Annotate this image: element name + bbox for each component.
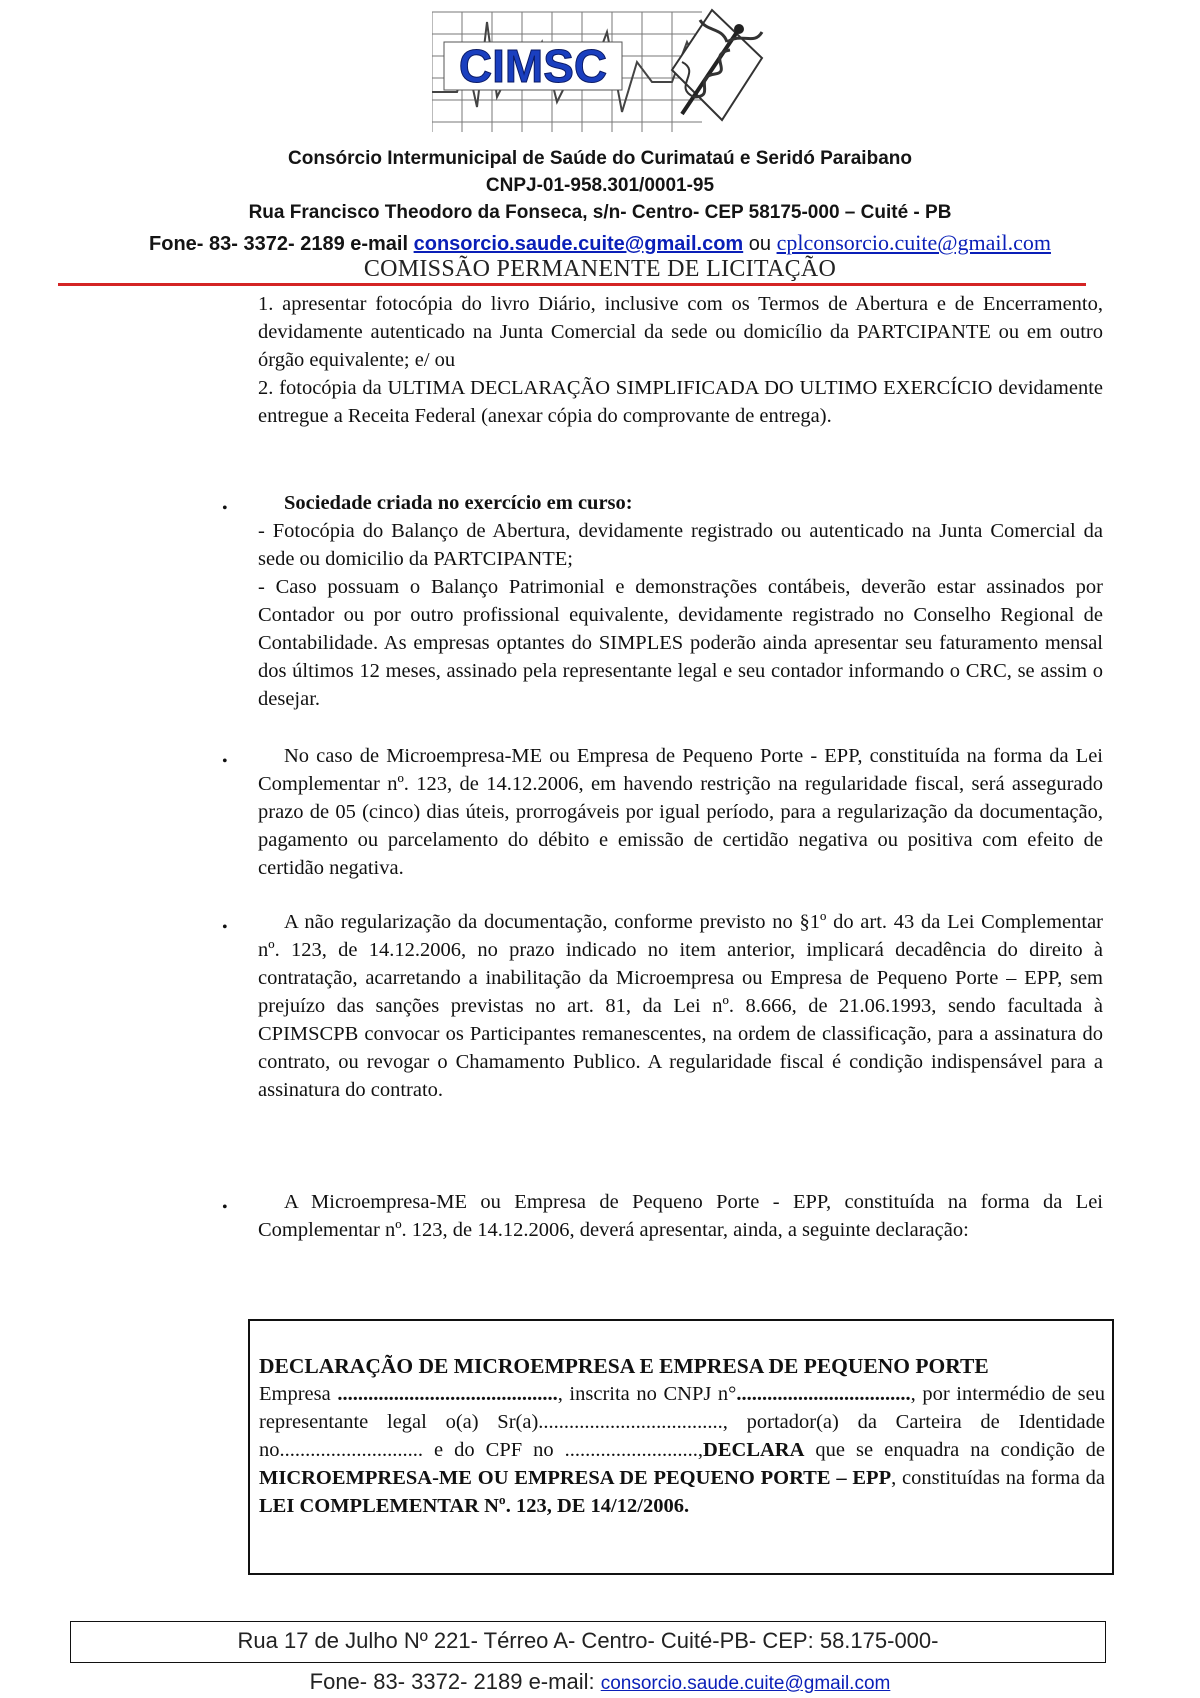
org-name: Consórcio Intermunicipal de Saúde do Curimataú e Seridó Paraibano	[288, 148, 912, 169]
footer-contact	[0, 1669, 1200, 1695]
header-address: Rua Francisco Theodoro da Fonseca, s/n- Centro- CEP 58175-000 – Cuité - PB	[248, 202, 952, 223]
phone-label: Fone- 83- 3372- 2189 e-mail	[149, 233, 414, 255]
declaration-text	[259, 1352, 1105, 1520]
declaration-enquadra: que se enquadra na condição de	[804, 1439, 1105, 1461]
commission-title: COMISSÃO PERMANENTE DE LICITAÇÃO	[363, 256, 837, 282]
nao-regularizacao-paragraph: A não regularização da documentação, conforme previsto no §1º do art. 43 da Lei Complementar nº. 123, de 14.12.2006, no prazo indicado no item anterior, implicará decadência do direito à contratação, acarretando a inabilitação da Microempresa ou Empresa de Pequeno Porte – EPP, sem prejuízo das sanções previstas no art. 81, da Lei nº. 8.666, de 21.06.1993, sendo facultada à CPIMSCPB convocar os Participantes remanescentes, na ordem de classificação, para a assinatura do contrato, ou revogar o Chamamento Publico. A regularidade fiscal é condição indispensável para a assinatura do contrato.	[258, 911, 1103, 1101]
footer-phone: Fone- 83- 3372- 2189 e-mail:	[309, 1669, 601, 1694]
or-word: ou	[743, 233, 777, 255]
bullet-icon: •	[222, 753, 228, 770]
microempresa-paragraph: No caso de Microempresa-ME ou Empresa de Pequeno Porte - EPP, constituída na forma da Lei Complementar nº. 123, de 14.12.2006, em havendo restrição na regularidade fiscal, será assegurado prazo de 05 (cinco) dias úteis, prorrogáveis por igual período, para a regularização da documentação, pagamento ou parcelamento do débito e emissão de certidão negativa ou positiva com efeito de certidão negativa.	[258, 745, 1103, 879]
sociedade-paragraph-2: - Caso possuam o Balanço Patrimonial e demonstrações contábeis, deverão estar assinados por Contador ou por outro profissional equivalente, devidamente registrado no Conselho Regional de Contabilidade. As empresas optantes do SIMPLES poderão ainda apresentar seu faturamento mensal dos últimos 12 meses, assinado pela representante legal e seu contador informando o CRC, se assim o desejar.	[258, 576, 1103, 710]
declaration-forma: , constituídas na forma da	[891, 1467, 1105, 1489]
sociedade-title: Sociedade criada no exercício em curso:	[284, 492, 633, 514]
declaration-empresa: Empresa	[259, 1383, 338, 1405]
item-1: 1. apresentar fotocópia do livro Diário, inclusive com os Termos de Abertura e de Encerramento, devidamente autenticado na Junta Comercial da sede ou domicílio da PARTCIPANTE ou em outro órgão equivalente; e/ ou	[258, 293, 1103, 371]
nao-regularizacao-section	[258, 908, 1103, 1104]
balance-items	[258, 290, 1103, 430]
declaration-cnpj: , inscrita no CNPJ n°	[557, 1383, 737, 1405]
logo-text: CIMSC	[458, 40, 608, 92]
cnpj: CNPJ-01-958.301/0001-95	[485, 175, 715, 196]
cimsc-logo	[432, 2, 772, 138]
email-link-2[interactable]: cplconsorcio.cuite@gmail.com	[776, 230, 1051, 255]
sociedade-section	[258, 489, 1103, 713]
footer-address: Rua 17 de Julho Nº 221- Térreo A- Centro- Cuité-PB- CEP: 58.175-000-	[237, 1628, 939, 1653]
header-divider	[58, 283, 1086, 286]
bullet-icon: •	[222, 919, 228, 936]
cnpj-blank: ..................................	[736, 1383, 911, 1405]
bullet-icon: •	[222, 1199, 228, 1216]
bullet-icon: •	[222, 500, 228, 517]
header-contact	[0, 230, 1200, 256]
email-link-1[interactable]: consorcio.saude.cuite@gmail.com	[413, 233, 744, 255]
declaration-title: DECLARAÇÃO DE MICROEMPRESA E EMPRESA DE PEQUENO PORTE	[259, 1354, 989, 1378]
empresa-blank: ...........................................	[337, 1383, 558, 1405]
declaracao-intro-paragraph: A Microempresa-ME ou Empresa de Pequeno Porte - EPP, constituída na forma da Lei Complementar nº. 123, de 14.12.2006, deverá apresentar, ainda, a seguinte declaração:	[258, 1191, 1103, 1241]
declara-word: DECLARA	[703, 1439, 805, 1461]
declaration-representante: , por intermédio de seu representante legal o(a) Sr(a)...................................., portador(a) da Carteira de Identidade no............................ e do CPF no ..........................,	[259, 1383, 1105, 1461]
declaration-law: LEI COMPLEMENTAR Nº. 123, DE 14/12/2006.	[259, 1495, 690, 1517]
declaracao-intro-section	[258, 1188, 1103, 1244]
sociedade-paragraph-1: - Fotocópia do Balanço de Abertura, devidamente registrado ou autenticado na Junta Comercial da sede ou domicilio da PARTCIPANTE;	[258, 520, 1103, 570]
footer-email-link[interactable]: consorcio.saude.cuite@gmail.com	[600, 1673, 891, 1694]
declaration-category: MICROEMPRESA-ME OU EMPRESA DE PEQUENO PORTE – EPP	[259, 1467, 892, 1489]
item-2: 2. fotocópia da ULTIMA DECLARAÇÃO SIMPLIFICADA DO ULTIMO EXERCÍCIO devidamente entregue a Receita Federal (anexar cópia do comprovante de entrega).	[258, 377, 1103, 427]
microempresa-section	[258, 742, 1103, 882]
